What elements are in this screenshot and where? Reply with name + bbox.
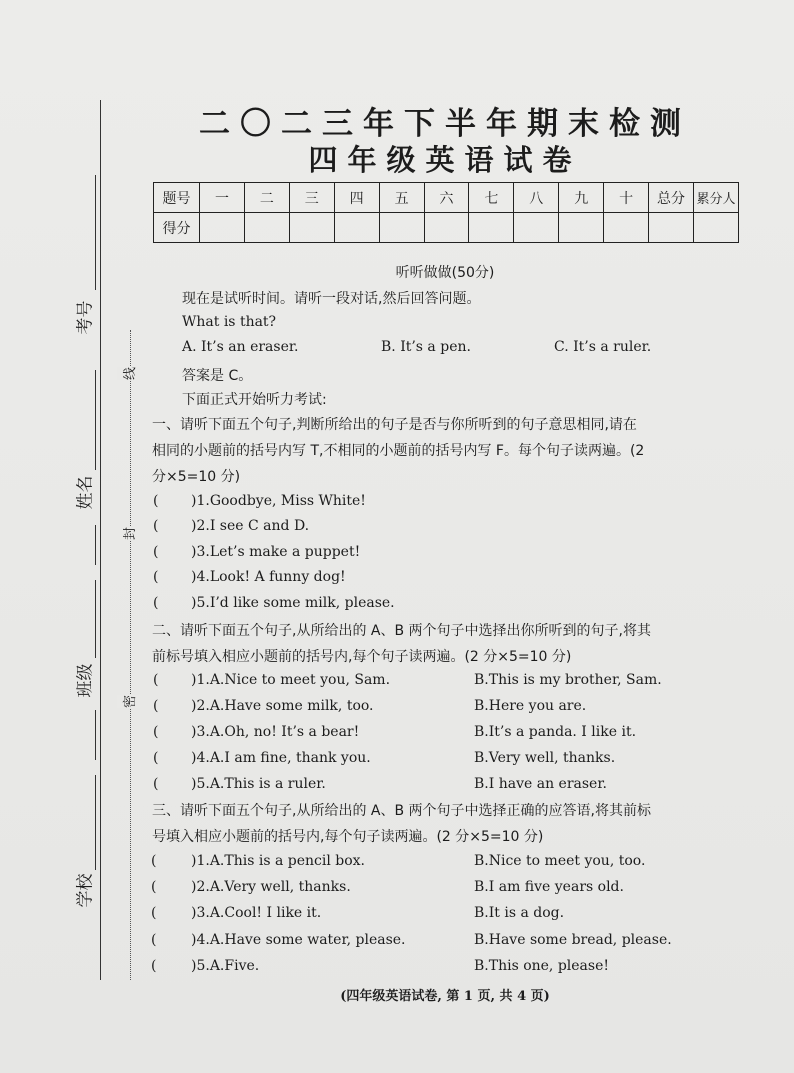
table-cell: 累分人	[693, 183, 738, 213]
score-cell[interactable]	[244, 213, 289, 243]
practice-intro: 现在是试听时间。请听一段对话,然后回答问题。	[182, 291, 481, 307]
table-cell: 总分	[649, 183, 694, 213]
part3-option-b: B.Nice to meet you, too.	[474, 853, 646, 869]
score-cell[interactable]	[379, 213, 424, 243]
part3-option-a: )4.A.Have some water, please.	[191, 932, 406, 948]
school-label: 学校	[75, 873, 96, 908]
seal-mark-line: 线	[117, 367, 140, 380]
table-cell: 八	[514, 183, 559, 213]
part1-item: )1.Goodbye, Miss White!	[191, 493, 366, 509]
part1-instruction-3: 分×5=10 分)	[152, 469, 241, 485]
table-cell: 一	[200, 183, 245, 213]
part2-instruction-2: 前标号填入相应小题前的括号内,每个句子读两遍。(2 分×5=10 分)	[152, 649, 572, 665]
table-cell: 十	[604, 183, 649, 213]
exam-subtitle: 四年级英语试卷	[308, 143, 582, 177]
part2-option-b: B.This is my brother, Sam.	[474, 672, 662, 688]
answer-paren[interactable]: (	[153, 672, 159, 688]
answer-paren[interactable]: (	[151, 958, 157, 974]
part1-item: )2.I see C and D.	[191, 518, 310, 534]
part3-option-a: )3.A.Cool! I like it.	[191, 905, 322, 921]
table-cell: 三	[289, 183, 334, 213]
part1-instruction: 一、请听下面五个句子,判断所给出的句子是否与你所听到的句子意思相同,请在	[152, 417, 637, 433]
name-blank-lower	[95, 525, 96, 565]
exam-start-line: 下面正式开始听力考试:	[182, 392, 327, 408]
table-cell: 七	[469, 183, 514, 213]
table-cell: 六	[424, 183, 469, 213]
part2-option-b: B.I have an eraser.	[474, 776, 607, 792]
practice-question: What is that?	[182, 314, 277, 330]
score-cell[interactable]	[200, 213, 245, 243]
score-cell[interactable]	[693, 213, 738, 243]
part2-option-a: )1.A.Nice to meet you, Sam.	[191, 672, 391, 688]
exam-number-label: 考号	[75, 300, 96, 335]
answer-paren[interactable]: (	[153, 493, 159, 509]
answer-paren[interactable]: (	[153, 518, 159, 534]
part2-instruction: 二、请听下面五个句子,从所给出的 A、B 两个句子中选择出你所听到的句子,将其	[152, 623, 651, 639]
answer-paren[interactable]: (	[151, 905, 157, 921]
part2-option-b: B.Here you are.	[474, 698, 587, 714]
part3-option-b: B.This one, please!	[474, 958, 610, 974]
table-cell: 九	[559, 183, 604, 213]
part2-option-a: )2.A.Have some milk, too.	[191, 698, 374, 714]
answer-paren[interactable]: (	[153, 544, 159, 560]
binding-border-line	[100, 100, 101, 980]
answer-paren[interactable]: (	[151, 932, 157, 948]
table-cell: 得分	[154, 213, 200, 243]
practice-option-b: B. It’s a pen.	[381, 339, 471, 355]
part3-option-b: B.I am five years old.	[474, 879, 624, 895]
practice-option-c: C. It’s a ruler.	[554, 339, 652, 355]
answer-paren[interactable]: (	[151, 853, 157, 869]
class-label: 班级	[75, 663, 96, 698]
score-table	[153, 182, 739, 243]
answer-paren[interactable]: (	[153, 698, 159, 714]
score-table-score-row	[154, 213, 739, 243]
school-blank[interactable]	[95, 775, 96, 870]
answer-paren[interactable]: (	[153, 569, 159, 585]
score-cell[interactable]	[424, 213, 469, 243]
name-label: 姓名	[75, 475, 96, 510]
practice-answer: 答案是 C。	[182, 368, 253, 384]
answer-paren[interactable]: (	[151, 879, 157, 895]
score-cell[interactable]	[514, 213, 559, 243]
class-blank[interactable]	[95, 580, 96, 658]
exam-number-blank[interactable]	[95, 175, 96, 290]
exam-title: 二〇二三年下半年期末检测	[199, 106, 691, 142]
part3-option-a: )1.A.This is a pencil box.	[191, 853, 366, 869]
table-cell: 四	[334, 183, 379, 213]
score-cell[interactable]	[334, 213, 379, 243]
part3-option-a: )5.A.Five.	[191, 958, 260, 974]
part2-option-a: )5.A.This is a ruler.	[191, 776, 326, 792]
score-cell[interactable]	[559, 213, 604, 243]
part2-option-a: )4.A.I am fine, thank you.	[191, 750, 371, 766]
part2-option-a: )3.A.Oh, no! It’s a bear!	[191, 724, 360, 740]
answer-paren[interactable]: (	[153, 750, 159, 766]
score-cell[interactable]	[289, 213, 334, 243]
score-cell[interactable]	[649, 213, 694, 243]
seal-mark-seal: 封	[117, 527, 140, 540]
answer-paren[interactable]: (	[153, 595, 159, 611]
part1-item: )3.Let’s make a puppet!	[191, 544, 361, 560]
part3-option-b: B.Have some bread, please.	[474, 932, 672, 948]
part1-item: )4.Look! A funny dog!	[191, 569, 346, 585]
part1-instruction-2: 相同的小题前的括号内写 T,不相同的小题前的括号内写 F。每个句子读两遍。(2	[152, 443, 645, 459]
part2-option-b: B.It’s a panda. I like it.	[474, 724, 637, 740]
seal-mark-secret: 密	[117, 695, 140, 708]
part3-option-b: B.It is a dog.	[474, 905, 565, 921]
part3-instruction-2: 号填入相应小题前的括号内,每个句子读两遍。(2 分×5=10 分)	[152, 829, 544, 845]
listening-heading: 听听做做(50分)	[395, 265, 495, 281]
part2-option-b: B.Very well, thanks.	[474, 750, 616, 766]
answer-paren[interactable]: (	[153, 776, 159, 792]
name-blank[interactable]	[95, 370, 96, 470]
part3-instruction: 三、请听下面五个句子,从所给出的 A、B 两个句子中选择正确的应答语,将其前标	[152, 803, 651, 819]
seal-dotted-line	[130, 330, 131, 980]
score-cell[interactable]	[469, 213, 514, 243]
table-cell: 五	[379, 183, 424, 213]
table-cell: 题号	[154, 183, 200, 213]
part3-option-a: )2.A.Very well, thanks.	[191, 879, 351, 895]
score-table-header-row	[154, 183, 739, 213]
page-footer: (四年级英语试卷, 第 1 页, 共 4 页)	[340, 989, 550, 1004]
answer-paren[interactable]: (	[153, 724, 159, 740]
practice-option-a: A. It’s an eraser.	[182, 339, 299, 355]
table-cell: 二	[244, 183, 289, 213]
score-cell[interactable]	[604, 213, 649, 243]
part1-item: )5.I’d like some milk, please.	[191, 595, 395, 611]
class-blank-lower	[95, 710, 96, 760]
